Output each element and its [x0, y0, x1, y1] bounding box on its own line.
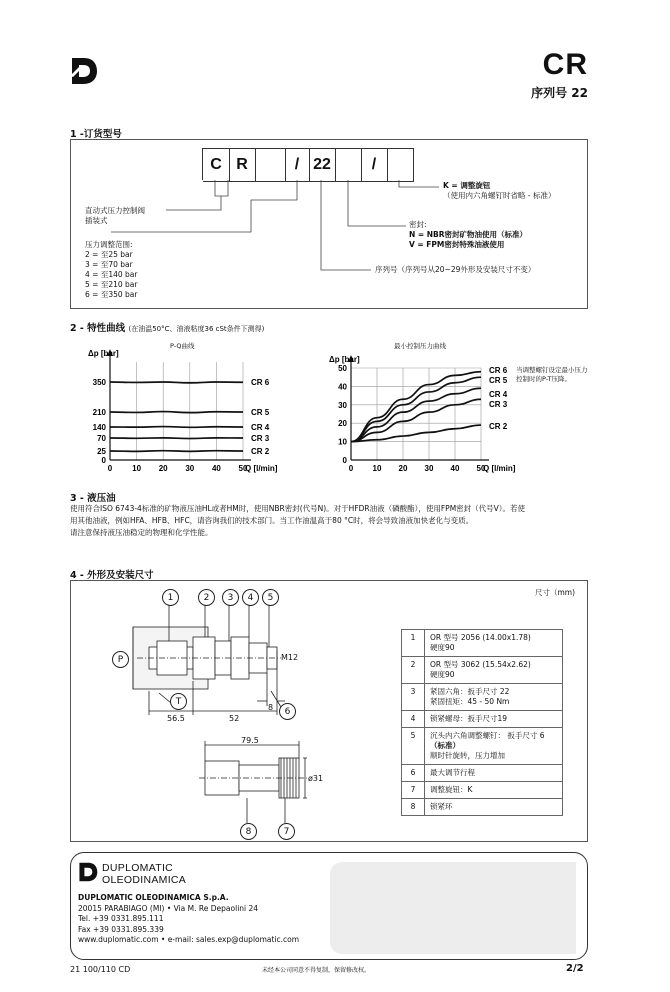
row-desc: OR 型号 3062 (15.54x2.62) 硬度90	[425, 657, 563, 684]
x-tick-label: 0	[348, 464, 354, 473]
callout-7: 7	[278, 823, 295, 840]
chart2-title: 最小控制压力曲线	[394, 342, 446, 350]
ordering-code-box	[70, 139, 588, 309]
x-tick-label: 20	[398, 464, 408, 473]
y-tick-label: 350	[92, 378, 106, 387]
footer-contacts	[78, 893, 299, 946]
x-tick-label: 30	[424, 464, 434, 473]
x-tick-label: 10	[132, 464, 142, 473]
y-tick-label: 10	[338, 437, 347, 447]
code-cell-slash2: /	[361, 148, 388, 182]
valve-type	[85, 206, 145, 226]
row-desc: 沉头内六角调整螺钉： 扳手尺寸 6 （标准） 顺时针旋转，压力增加	[425, 728, 563, 765]
series-line-cr2	[110, 451, 243, 452]
seal-options	[409, 220, 527, 250]
dim-56-5: 56.5	[167, 714, 185, 723]
fluid-text-line1: 使用符合ISO 6743-4标准的矿物液压油HL或者HM时，使用NBR密封(代号N)。对于HFDR油液（磷酸酯），使用FPM密封（代号V）。若使	[70, 504, 526, 513]
knob-option	[443, 181, 555, 201]
row-desc: 最大调节行程	[425, 765, 563, 782]
unit-label: 尺寸（mm)	[534, 588, 575, 597]
company-fax: Fax +39 0331.895.339	[78, 924, 164, 934]
pressure-item-6: 6 = 至350 bar	[85, 290, 138, 299]
fluid-text-line2: 用其他油液，例如HFA、HFB、HFC，请咨询我们的技术部门。当工作油温高于80 °C时，将会导致油液加快老化与变质。	[70, 516, 474, 525]
series-label-cr3: CR 3	[251, 434, 270, 443]
series-line-cr5	[351, 377, 481, 441]
pressure-ranges	[85, 240, 137, 300]
y-tick-label: 0	[342, 456, 347, 465]
row-number: 2	[402, 657, 425, 684]
row-number: 4	[402, 711, 425, 728]
series-line-cr3	[110, 438, 243, 439]
section2-title	[70, 320, 264, 334]
y-tick-label: 25	[97, 447, 106, 456]
company-address: 20015 PARABIAGO (MI) • Via M. Re Depaolini 24	[78, 903, 259, 913]
row-number: 5	[402, 728, 425, 765]
section2-title-text: 2 - 特性曲线	[70, 323, 126, 334]
row-desc: 锁紧螺母：扳手尺寸19	[425, 711, 563, 728]
series-line-cr4	[110, 427, 243, 428]
pressure-item-3: 3 = 至70 bar	[85, 260, 133, 269]
parts-table	[401, 629, 563, 816]
pressure-item-5: 5 = 至210 bar	[85, 280, 138, 289]
series-label-cr5: CR 5	[251, 408, 270, 417]
x-tick-label: 0	[107, 464, 113, 473]
series-label-cr3: CR 3	[489, 400, 508, 409]
x-tick-label: 50	[238, 464, 248, 473]
pressure-item-2: 2 = 至25 bar	[85, 250, 133, 259]
dim-diameter-31: ø31	[308, 774, 324, 783]
row-number: 1	[402, 630, 425, 657]
x-axis-label: Q [l/min]	[483, 464, 516, 473]
table-row	[402, 782, 563, 799]
table-row	[402, 657, 563, 684]
seal-title: 密封:	[409, 220, 427, 229]
callout-5: 5	[262, 589, 279, 606]
section3-title: 3 - 液压油	[70, 493, 116, 504]
y-axis-label: Δp [bar]	[88, 349, 119, 358]
footer-gray-panel	[330, 862, 576, 954]
duplomatic-logo-icon	[70, 56, 98, 86]
seal-v: V = FPM密封特殊油液使用	[409, 240, 505, 249]
series-label-cr2: CR 2	[251, 447, 270, 456]
hydraulic-fluid-text	[70, 503, 590, 539]
code-cell-r: R	[229, 148, 256, 182]
brand-line1: DUPLOMATIC	[102, 862, 174, 874]
table-row	[402, 765, 563, 782]
x-tick-label: 30	[185, 464, 195, 473]
y-tick-label: 50	[338, 364, 347, 373]
x-axis-label: Q [l/min]	[245, 464, 278, 473]
doc-code: 21 100/110 CD	[70, 965, 131, 974]
min-pressure-chart	[305, 340, 585, 480]
code-cell-slash1: /	[285, 148, 310, 182]
page-number: 2/2	[566, 963, 584, 974]
brand-line2: OLEODINAMICA	[102, 874, 187, 886]
callout-2: 2	[198, 589, 215, 606]
series-label-cr2: CR 2	[489, 422, 508, 431]
y-axis-label: Δp [bar]	[329, 355, 360, 364]
row-desc: 紧固六角：扳手尺寸 22 紧固扭矩：45 - 50 Nm	[425, 684, 563, 711]
y-tick-label: 210	[92, 408, 106, 417]
company-tel: Tel. +39 0331.895.111	[78, 914, 164, 923]
table-row	[402, 799, 563, 816]
series-line-cr5	[110, 412, 243, 413]
chart1-title: P-Q曲线	[170, 342, 195, 350]
table-row	[402, 684, 563, 711]
knob-line2: （使用内六角螺钉时省略 - 标准）	[443, 191, 556, 200]
series-label-cr5: CR 5	[489, 376, 508, 385]
table-row	[402, 728, 563, 765]
series-number: 序列号 22	[531, 86, 588, 100]
pq-chart	[60, 340, 310, 480]
x-tick-label: 20	[158, 464, 168, 473]
dim-8: 8	[268, 703, 274, 712]
series-label-cr4: CR 4	[251, 423, 270, 432]
callout-1: 1	[162, 589, 179, 606]
callout-8: 8	[240, 823, 257, 840]
y-tick-label: 70	[97, 434, 106, 443]
y-tick-label: 40	[338, 382, 347, 392]
table-row	[402, 630, 563, 657]
pressure-title: 压力调整范围:	[85, 240, 133, 249]
seal-n: N = NBR密封矿物油使用（标准）	[409, 230, 528, 239]
x-tick-label: 40	[211, 464, 221, 473]
callout-6: 6	[279, 703, 296, 720]
thread-m12: M12	[281, 653, 299, 662]
x-tick-label: 10	[372, 464, 382, 473]
row-number: 6	[402, 765, 425, 782]
company-name: DUPLOMATIC OLEODINAMICA S.p.A.	[78, 893, 229, 902]
y-tick-label: 0	[101, 456, 106, 465]
port-t: T	[170, 693, 187, 710]
footer-logo-icon	[78, 860, 98, 884]
section1-title: 1 -订货型号	[70, 129, 122, 140]
fluid-text-line3: 请注意保持液压油稳定的物理和化学性能。	[70, 528, 213, 537]
chart2-note-line1: 当调整螺钉设定最小压力	[516, 366, 588, 374]
series-label-cr6: CR 6	[489, 366, 508, 375]
pressure-item-4: 4 = 至140 bar	[85, 270, 138, 279]
y-tick-label: 20	[338, 419, 347, 429]
chart2-note-line2: 控制时的P-T压降。	[516, 375, 571, 383]
dim-52: 52	[229, 714, 240, 723]
footer-brand	[102, 862, 186, 886]
row-number: 3	[402, 684, 425, 711]
valve-drawing	[71, 581, 401, 841]
x-tick-label: 40	[450, 464, 460, 473]
port-p: P	[112, 651, 129, 668]
y-tick-label: 30	[338, 400, 347, 410]
knob-line1: K = 调整旋钮	[443, 181, 491, 190]
code-cell-series: 22	[309, 148, 336, 182]
valve-type-line1: 直动式压力控制阀	[85, 206, 145, 215]
row-desc: OR 型号 2056 (14.00x1.78) 硬度90	[425, 630, 563, 657]
row-desc: 调整旋钮：K	[425, 782, 563, 799]
dimensions-box	[70, 580, 588, 842]
row-number: 8	[402, 799, 425, 816]
callout-3: 3	[222, 589, 239, 606]
table-row	[402, 711, 563, 728]
valve-type-line2: 插装式	[85, 216, 108, 225]
series-label-cr4: CR 4	[489, 390, 508, 399]
code-cell-c: C	[203, 148, 230, 182]
section2-subtitle: (在油温50°C、油液粘度36 cSt条件下测得)	[128, 325, 265, 333]
model-code: CR	[542, 48, 588, 81]
series-line-cr6	[110, 382, 243, 383]
y-tick-label: 140	[92, 423, 106, 432]
x-tick-label: 50	[476, 464, 486, 473]
copyright-notice: 未经本公司同意不得复制，保留修改权。	[262, 967, 371, 974]
row-desc: 锁紧环	[425, 799, 563, 816]
callout-4: 4	[242, 589, 259, 606]
section4-title: 4 - 外形及安装尺寸	[70, 570, 154, 581]
company-web: www.duplomatic.com • e-mail: sales.exp@duplomatic.com	[78, 935, 300, 944]
series-note: 序列号（序列号从20~29外形及安装尺寸不变）	[375, 265, 536, 274]
dim-79-5: 79.5	[241, 736, 259, 745]
row-number: 7	[402, 782, 425, 799]
series-label-cr6: CR 6	[251, 378, 270, 388]
